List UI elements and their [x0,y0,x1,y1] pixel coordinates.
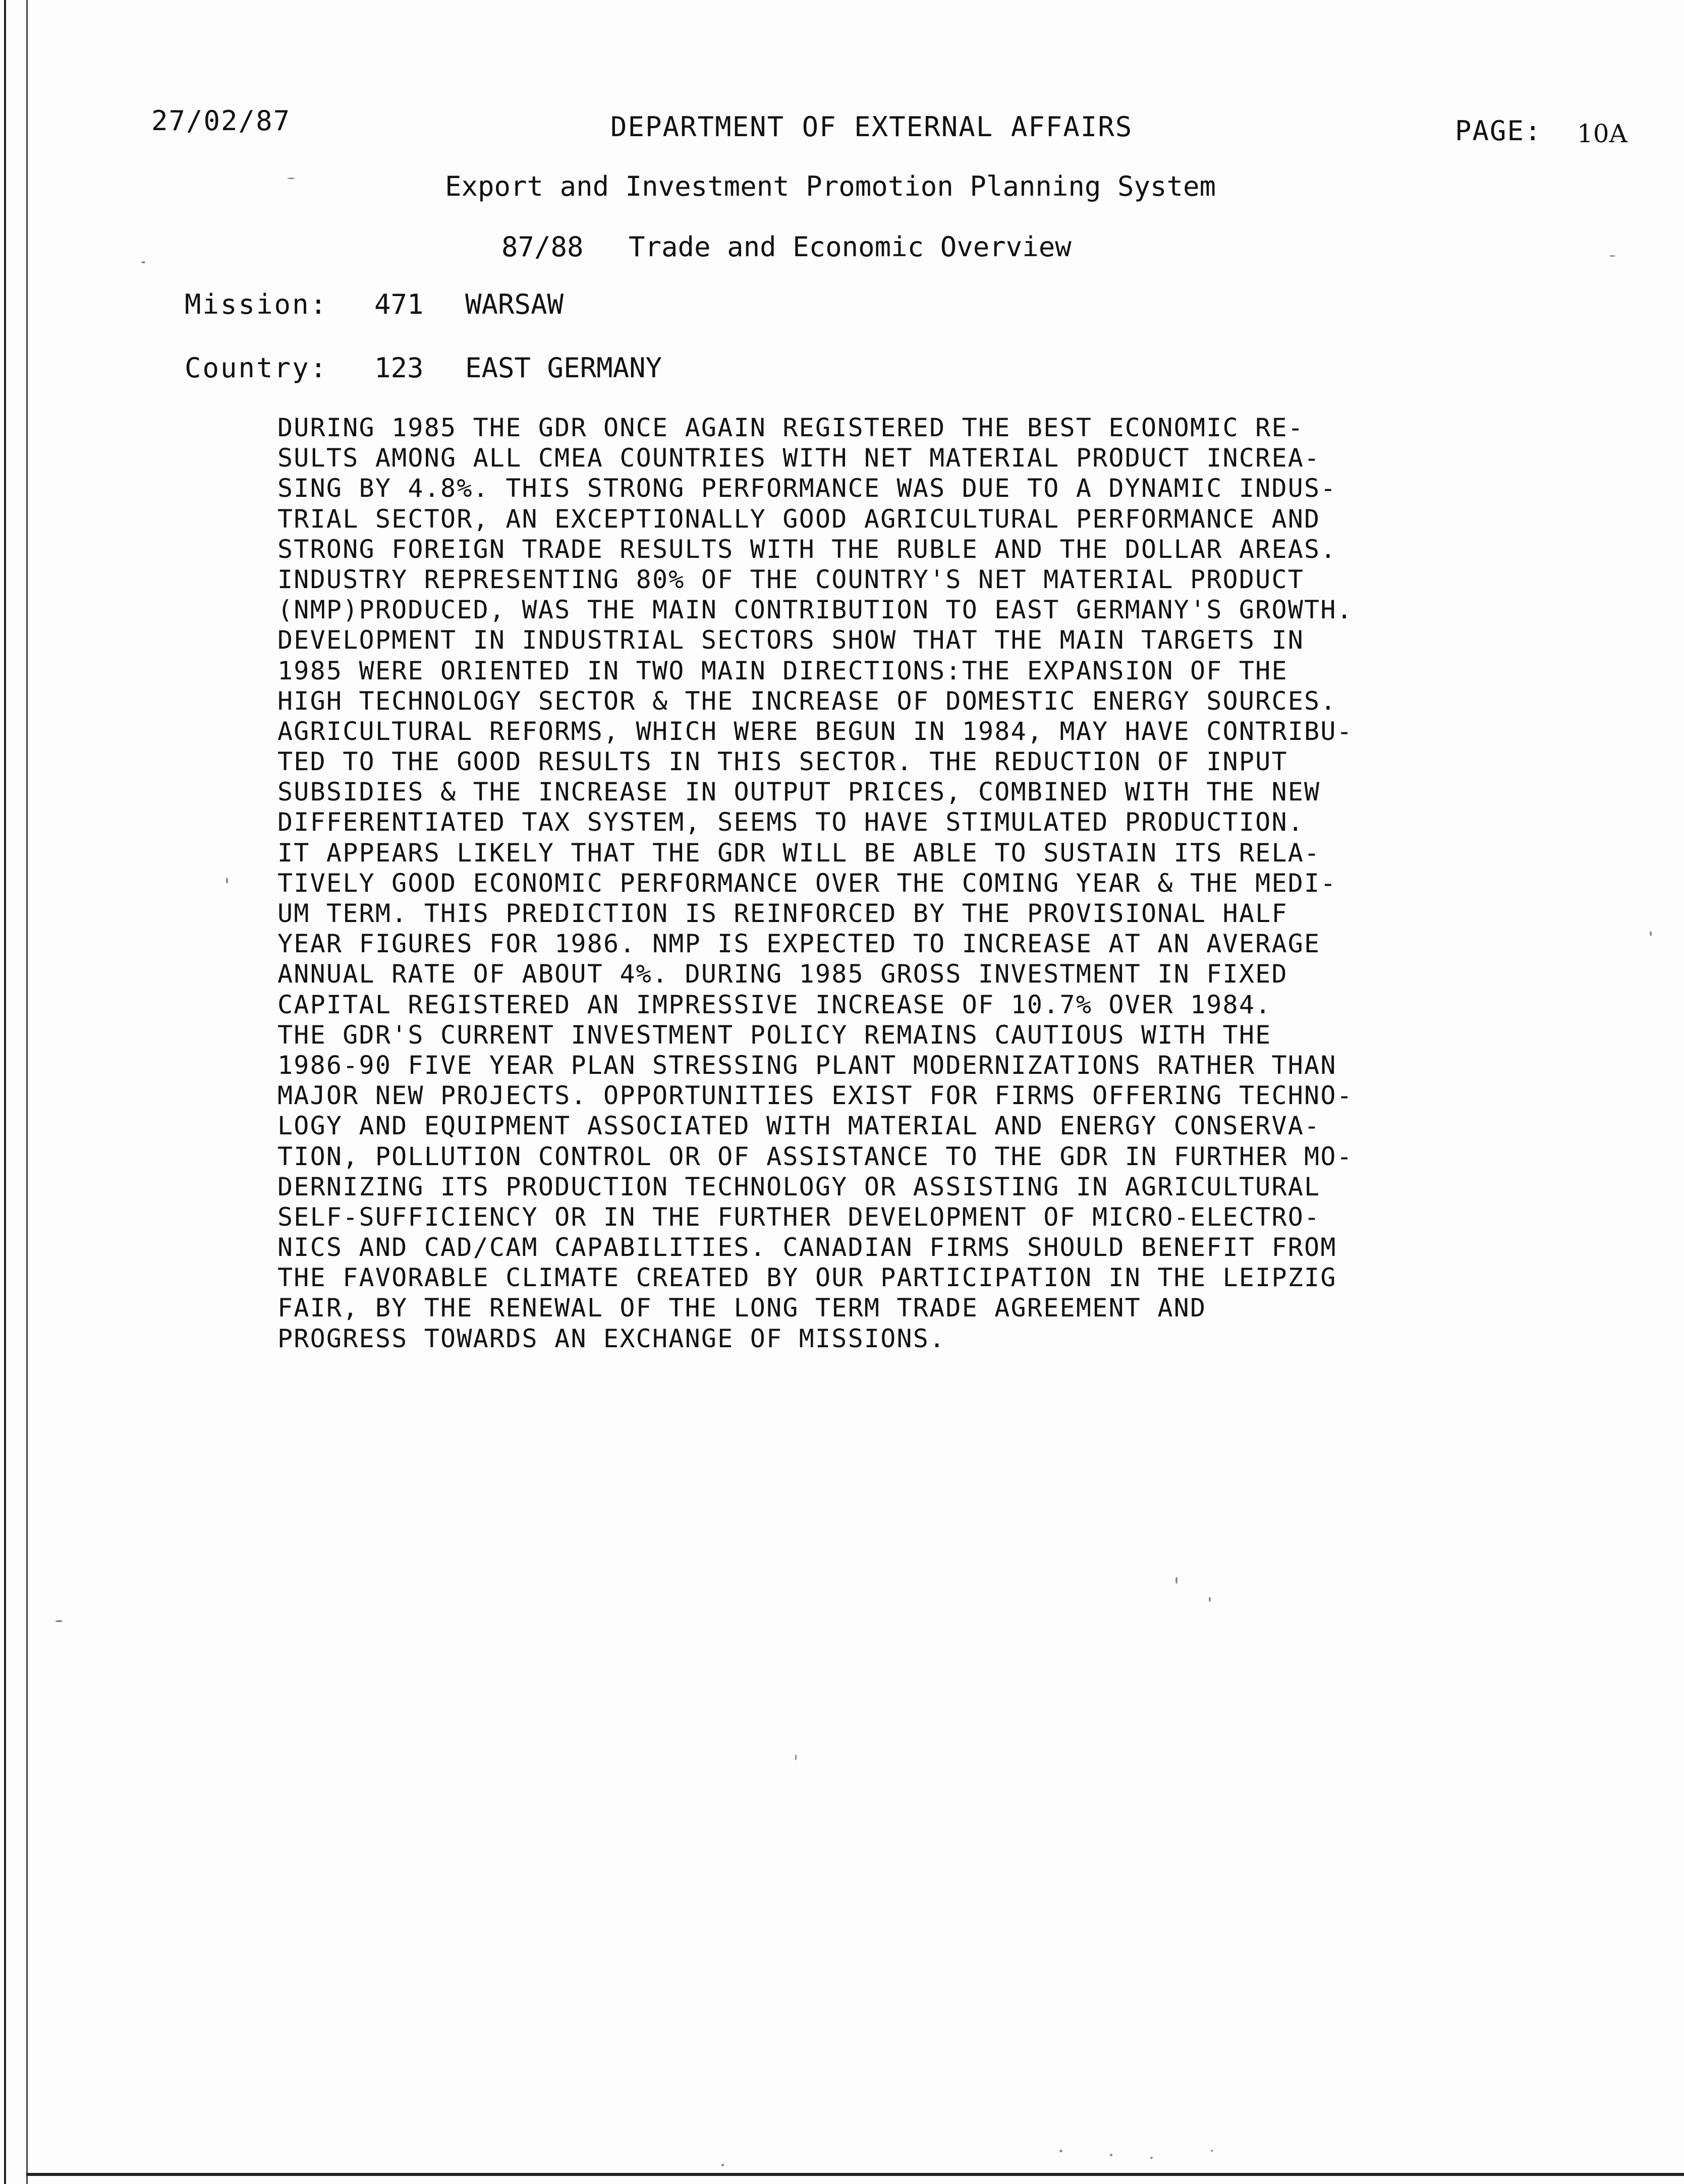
scan-speck [1059,2150,1062,2152]
body-line: SING BY 4.8%. THIS STRONG PERFORMANCE WAS DUE TO A DYNAMIC INDUS- [277,474,1337,503]
country-label: Country: [185,352,328,384]
body-line: TED TO THE GOOD RESULTS IN THIS SECTOR. THE REDUCTION OF INPUT [277,747,1288,777]
body-line: 1986-90 FIVE YEAR PLAN STRESSING PLANT MODERNIZATIONS RATHER THAN [277,1050,1337,1080]
scan-speck [1110,2154,1112,2156]
body-line: THE FAVORABLE CLIMATE CREATED BY OUR PARTICIPATION IN THE LEIPZIG [277,1263,1337,1293]
body-line: PROGRESS TOWARDS AN EXCHANGE OF MISSIONS. [277,1324,946,1353]
scan-speck [1150,2157,1153,2159]
document-date: 27/02/87 [151,105,291,137]
body-line: CAPITAL REGISTERED AN IMPRESSIVE INCREASE OF 10.7% OVER 1984. [277,990,1272,1019]
body-line: SULTS AMONG ALL CMEA COUNTRIES WITH NET MATERIAL PRODUCT INCREA- [277,443,1321,473]
body-line: HIGH TECHNOLOGY SECTOR & THE INCREASE OF DOMESTIC ENERGY SOURCES. [277,686,1337,716]
body-line: 1985 WERE ORIENTED IN TWO MAIN DIRECTIONS:THE EXPANSION OF THE [277,656,1288,685]
scan-speck [1650,931,1652,936]
body-line: SELF-SUFFICIENCY OR IN THE FURTHER DEVELOPMENT OF MICRO-ELECTRO- [277,1202,1321,1232]
scan-speck [1211,2150,1213,2152]
system-subtitle: Export and Investment Promotion Planning System [445,170,1216,202]
body-line: MAJOR NEW PROJECTS. OPPORTUNITIES EXIST FOR FIRMS OFFERING TECHNO- [277,1081,1353,1111]
scan-speck [795,1754,797,1760]
page-label: PAGE: [1455,115,1542,147]
body-line: ANNUAL RATE OF ABOUT 4%. DURING 1985 GROSS INVESTMENT IN FIXED [277,959,1288,989]
department-heading: DEPARTMENT OF EXTERNAL AFFAIRS [610,111,1133,143]
mission-code: 471 [374,289,424,320]
country-name: EAST GERMANY [465,352,662,384]
body-line: NICS AND CAD/CAM CAPABILITIES. CANADIAN FIRMS SHOULD BENEFIT FROM [277,1233,1337,1262]
mission-name: WARSAW [465,289,564,320]
overview-title: Trade and Economic Overview [629,231,1072,263]
scan-speck [141,261,145,263]
body-line: LOGY AND EQUIPMENT ASSOCIATED WITH MATERIAL AND ENERGY CONSERVA- [277,1111,1321,1141]
body-line: TION, POLLUTION CONTROL OR OF ASSISTANCE TO THE GDR IN FURTHER MO- [277,1141,1353,1171]
scan-speck [1209,1597,1211,1602]
body-line: DIFFERENTIATED TAX SYSTEM, SEEMS TO HAVE STIMULATED PRODUCTION. [277,808,1305,837]
body-line: INDUSTRY REPRESENTING 80% OF THE COUNTRY'S NET MATERIAL PRODUCT [277,564,1305,594]
body-line: TRIAL SECTOR, AN EXCEPTIONALLY GOOD AGRICULTURAL PERFORMANCE AND [277,504,1321,534]
body-line: FAIR, BY THE RENEWAL OF THE LONG TERM TRADE AGREEMENT AND [277,1293,1207,1323]
body-line: YEAR FIGURES FOR 1986. NMP IS EXPECTED TO INCREASE AT AN AVERAGE [277,929,1321,959]
bottom-edge-rule [26,2173,1684,2176]
scan-speck [721,2164,724,2166]
overview-period: 87/88 [501,231,584,263]
body-line: STRONG FOREIGN TRADE RESULTS WITH THE RUBLE AND THE DOLLAR AREAS. [277,534,1337,564]
body-line: UM TERM. THIS PREDICTION IS REINFORCED BY THE PROVISIONAL HALF [277,899,1288,928]
page-number: 10A [1577,119,1627,148]
body-line: SUBSIDIES & THE INCREASE IN OUTPUT PRICES, COMBINED WITH THE NEW [277,777,1321,807]
body-line: (NMP)PRODUCED, WAS THE MAIN CONTRIBUTION TO EAST GERMANY'S GROWTH. [277,595,1353,625]
overview-body-text [277,413,1488,1354]
scan-speck [226,878,228,884]
scan-speck [55,1620,63,1622]
country-code: 123 [374,352,424,384]
binding-edge-line [26,0,28,2184]
body-line: THE GDR'S CURRENT INVESTMENT POLICY REMAINS CAUTIOUS WITH THE [277,1020,1272,1050]
body-line: DERNIZING ITS PRODUCTION TECHNOLOGY OR ASSISTING IN AGRICULTURAL [277,1172,1321,1201]
binding-edge-line [4,0,6,2184]
body-line: DEVELOPMENT IN INDUSTRIAL SECTORS SHOW THAT THE MAIN TARGETS IN [277,625,1305,655]
body-line: IT APPEARS LIKELY THAT THE GDR WILL BE ABLE TO SUSTAIN ITS RELA- [277,838,1321,868]
body-line: AGRICULTURAL REFORMS, WHICH WERE BEGUN IN 1984, MAY HAVE CONTRIBU- [277,716,1353,746]
scan-speck [288,178,295,179]
scan-speck [1609,255,1615,257]
body-line: TIVELY GOOD ECONOMIC PERFORMANCE OVER THE COMING YEAR & THE MEDI- [277,868,1337,898]
scan-speck [1175,1577,1177,1584]
body-line: DURING 1985 THE GDR ONCE AGAIN REGISTERED THE BEST ECONOMIC RE- [277,413,1305,442]
mission-label: Mission: [185,289,328,320]
